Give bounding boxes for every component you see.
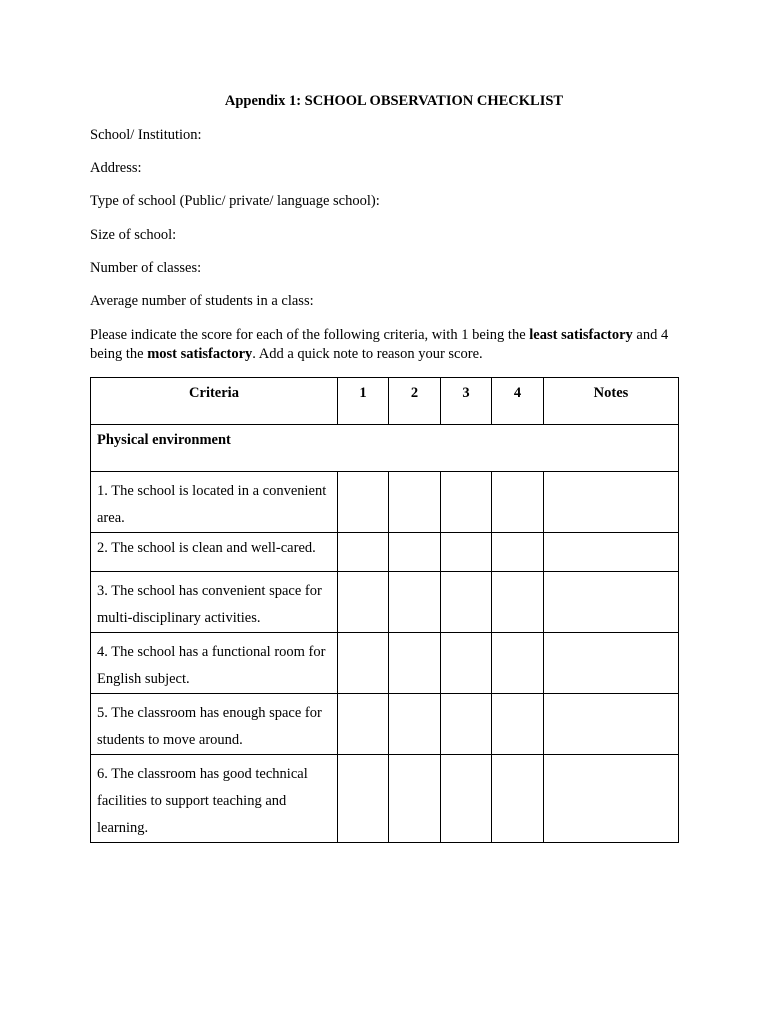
notes-cell[interactable] xyxy=(544,572,679,633)
criteria-cell: 6. The classroom has good technical facilities to support teaching and learning. xyxy=(91,755,338,843)
title-prefix: Appendix 1: xyxy=(224,93,305,109)
score-1-cell[interactable] xyxy=(338,755,389,843)
notes-cell[interactable] xyxy=(544,533,679,572)
section-row xyxy=(91,425,679,472)
page-title xyxy=(0,93,768,110)
score-2-cell[interactable] xyxy=(389,572,441,633)
score-3-cell[interactable] xyxy=(441,633,492,694)
field-address: Address: xyxy=(90,160,142,176)
score-4-cell[interactable] xyxy=(492,694,544,755)
checklist-table xyxy=(90,377,679,843)
table-row xyxy=(91,694,679,755)
score-4-cell[interactable] xyxy=(492,755,544,843)
score-4-cell[interactable] xyxy=(492,572,544,633)
score-2-cell[interactable] xyxy=(389,533,441,572)
title-main: SCHOOL OBSERVATION CHECKLIST xyxy=(304,93,564,109)
instructions-text-2: and 4 being the xyxy=(90,327,669,362)
score-2-cell[interactable] xyxy=(389,633,441,694)
criteria-cell: 1. The school is located in a convenient area. xyxy=(91,472,338,533)
criteria-cell: 4. The school has a functional room for English subject. xyxy=(91,633,338,694)
field-size-of-school: Size of school: xyxy=(90,227,177,243)
table-row xyxy=(91,472,679,533)
field-average-students: Average number of students in a class: xyxy=(90,293,314,309)
score-1-cell[interactable] xyxy=(338,533,389,572)
score-2-cell[interactable] xyxy=(389,472,441,533)
table-row xyxy=(91,633,679,694)
header-score-4: 4 xyxy=(492,378,544,425)
field-type-of-school: Type of school (Public/ private/ language school): xyxy=(90,193,380,209)
table-row xyxy=(91,572,679,633)
header-score-3: 3 xyxy=(441,378,492,425)
notes-cell[interactable] xyxy=(544,472,679,533)
instructions-text-3: . Add a quick note to reason your score. xyxy=(252,346,483,362)
notes-cell[interactable] xyxy=(544,755,679,843)
table-header-row xyxy=(91,378,679,425)
score-3-cell[interactable] xyxy=(441,533,492,572)
criteria-cell: 2. The school is clean and well-cared. xyxy=(91,533,338,572)
score-2-cell[interactable] xyxy=(389,755,441,843)
score-3-cell[interactable] xyxy=(441,472,492,533)
field-school-institution: School/ Institution: xyxy=(90,127,202,143)
score-3-cell[interactable] xyxy=(441,755,492,843)
instructions-bold-least: least satisfactory xyxy=(529,327,633,343)
score-1-cell[interactable] xyxy=(338,633,389,694)
score-3-cell[interactable] xyxy=(441,572,492,633)
header-criteria: Criteria xyxy=(91,378,338,425)
score-1-cell[interactable] xyxy=(338,472,389,533)
header-score-1: 1 xyxy=(338,378,389,425)
instructions-bold-most: most satisfactory xyxy=(147,346,253,362)
table-row xyxy=(91,755,679,843)
table-row xyxy=(91,533,679,572)
criteria-cell: 3. The school has convenient space for multi-disciplinary activities. xyxy=(91,572,338,633)
score-3-cell[interactable] xyxy=(441,694,492,755)
header-notes: Notes xyxy=(544,378,679,425)
header-score-2: 2 xyxy=(389,378,441,425)
score-4-cell[interactable] xyxy=(492,533,544,572)
score-1-cell[interactable] xyxy=(338,694,389,755)
notes-cell[interactable] xyxy=(544,694,679,755)
score-2-cell[interactable] xyxy=(389,694,441,755)
criteria-cell: 5. The classroom has enough space for students to move around. xyxy=(91,694,338,755)
section-title: Physical environment xyxy=(91,425,679,472)
field-number-of-classes: Number of classes: xyxy=(90,260,202,276)
notes-cell[interactable] xyxy=(544,633,679,694)
score-1-cell[interactable] xyxy=(338,572,389,633)
score-4-cell[interactable] xyxy=(492,633,544,694)
instructions-paragraph xyxy=(90,326,680,364)
score-4-cell[interactable] xyxy=(492,472,544,533)
instructions-text-1: Please indicate the score for each of the following criteria, with 1 being the xyxy=(90,327,530,343)
